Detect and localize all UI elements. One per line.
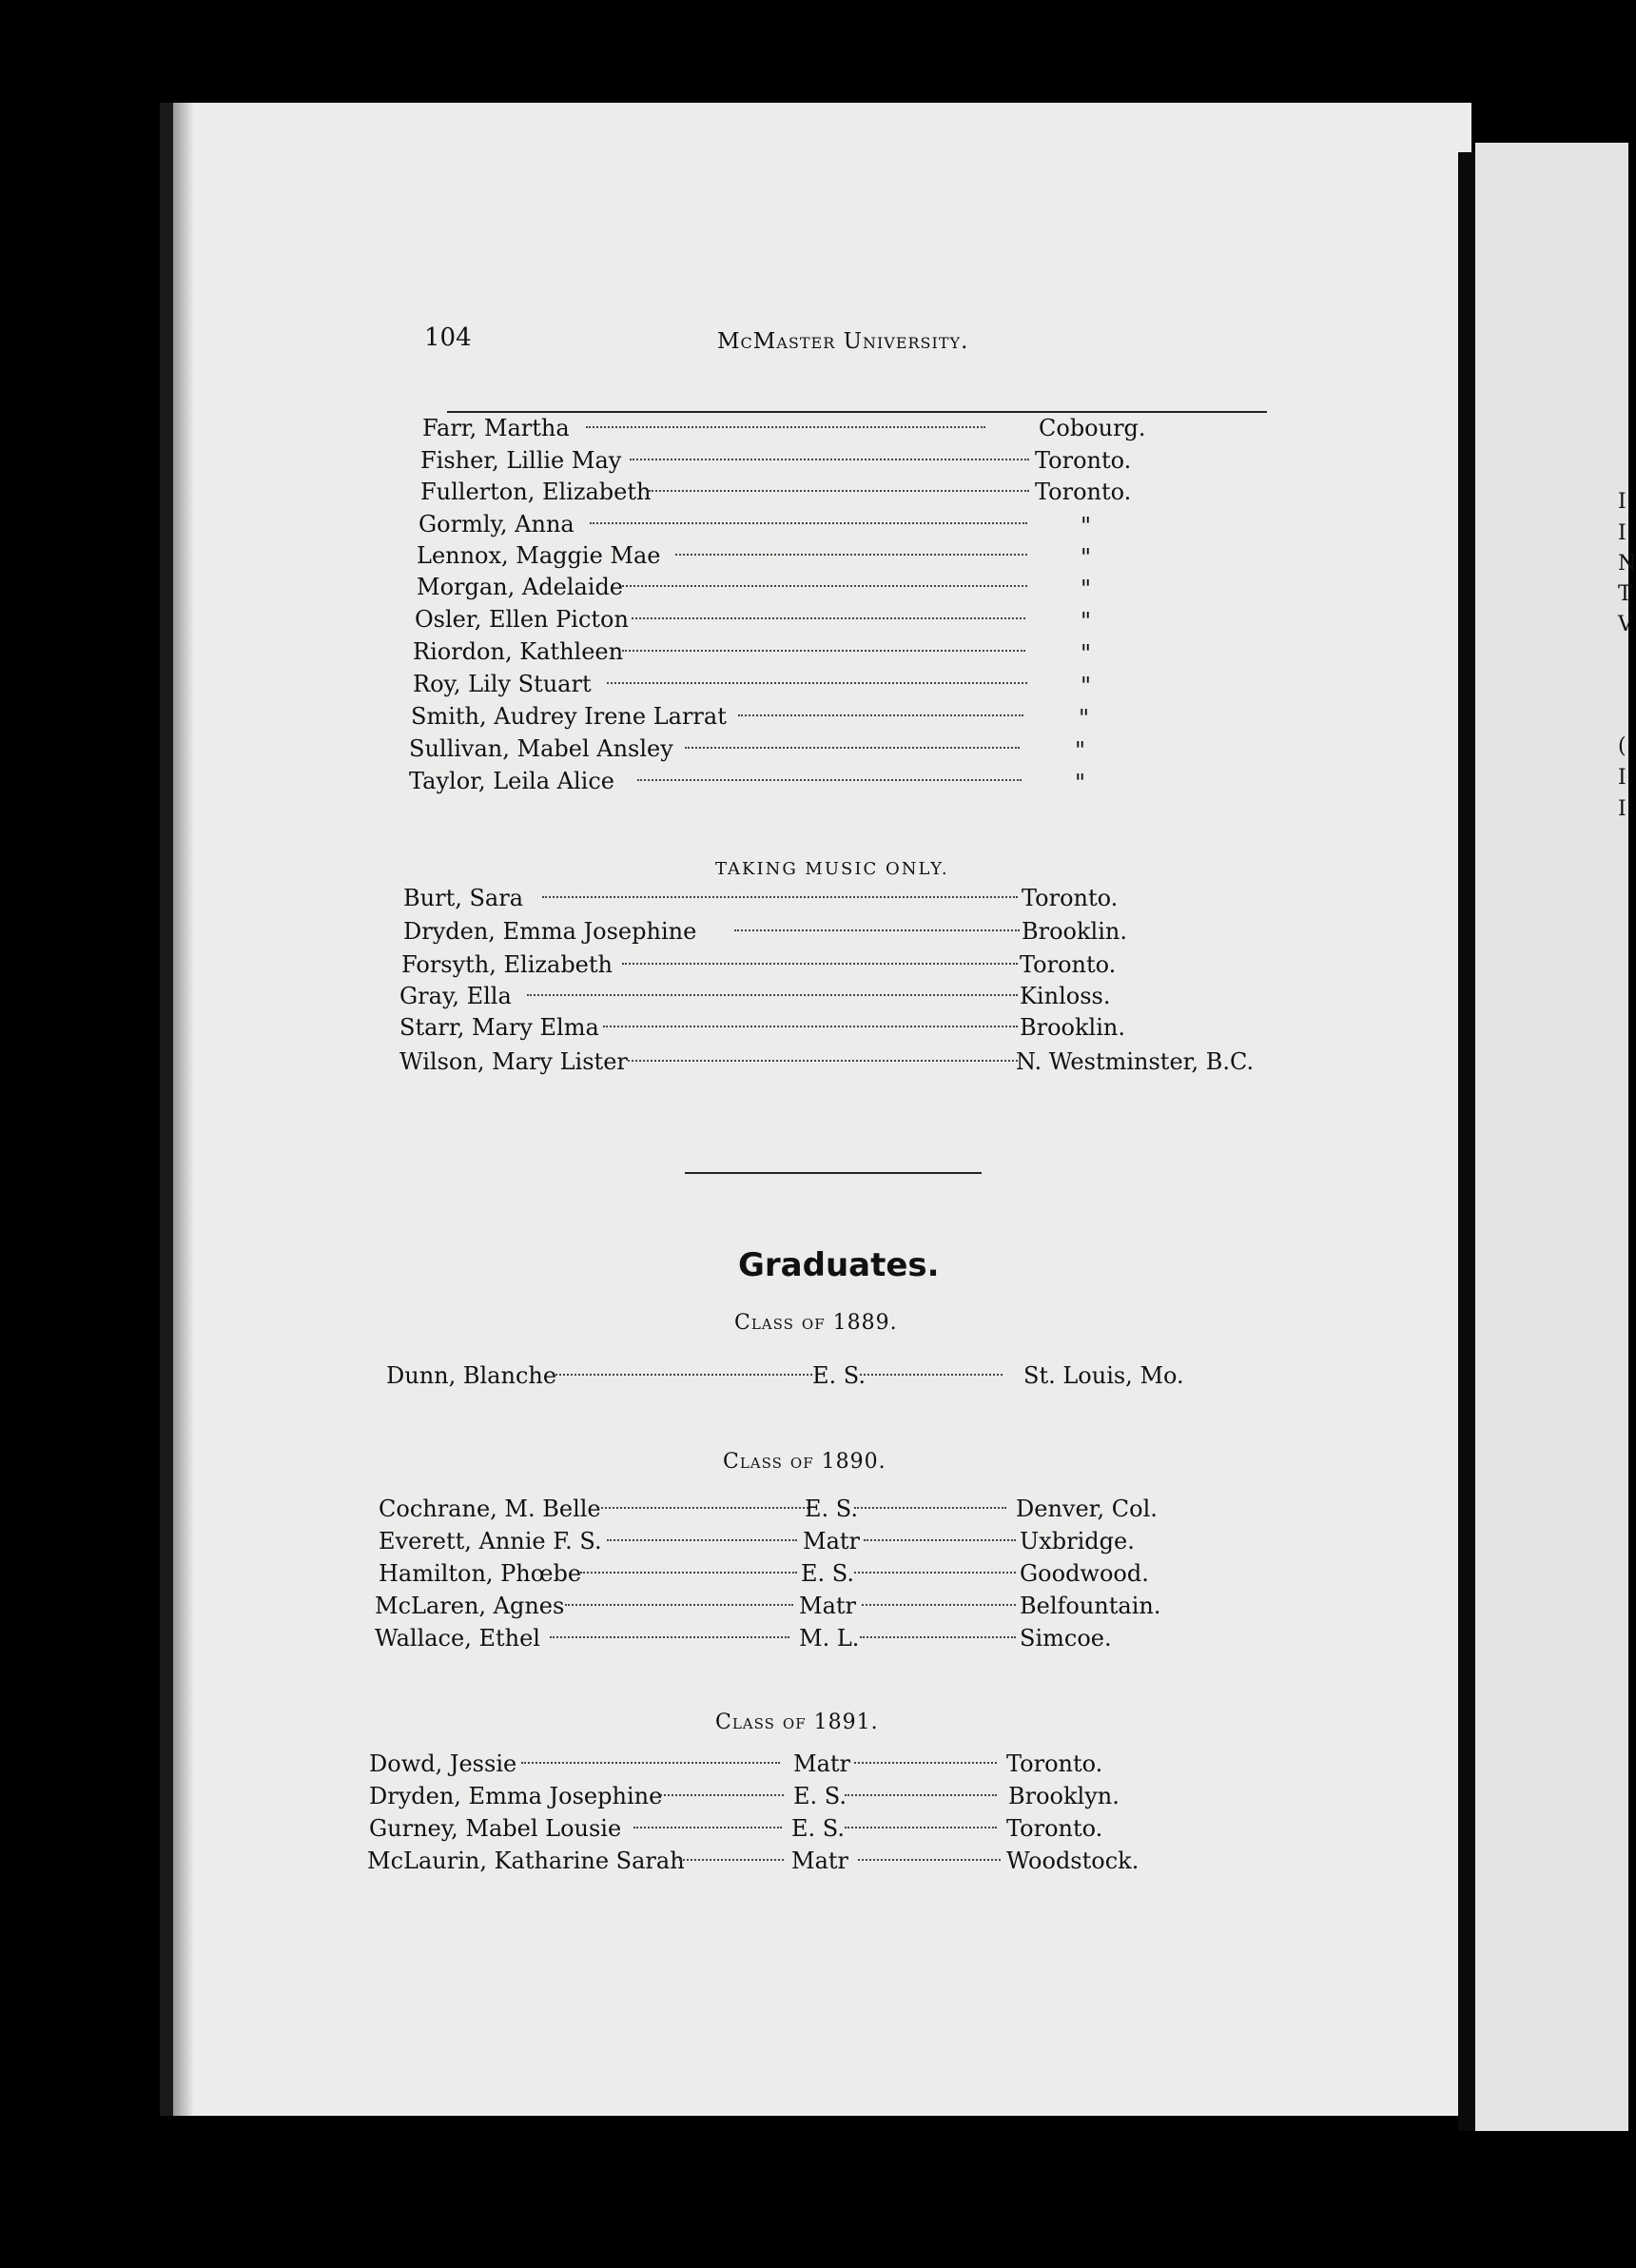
leader-dots	[555, 1374, 812, 1376]
leader-dots	[590, 522, 1027, 524]
list-item	[417, 574, 1139, 604]
ditto-mark: "	[1079, 705, 1090, 732]
list-item	[413, 671, 1136, 701]
leader-dots	[633, 1827, 782, 1828]
book-page	[160, 103, 1471, 2116]
leader-dots	[660, 1794, 784, 1796]
graduate-place: St. Louis, Mo.	[1023, 1362, 1184, 1389]
page-gutter-shadow	[173, 103, 194, 2116]
graduate-course: Matr	[799, 1593, 856, 1619]
student-name: Smith, Audrey Irene Larrat	[411, 703, 727, 730]
leader-dots	[854, 1762, 997, 1764]
music-section-heading: TAKING MUSIC ONLY.	[715, 859, 949, 879]
graduate-row	[379, 1496, 1178, 1526]
graduate-name: Gurney, Mabel Lousie	[369, 1815, 622, 1842]
list-item	[399, 1048, 1256, 1079]
leader-dots	[521, 1762, 780, 1764]
graduate-row	[367, 1848, 1185, 1878]
graduate-row	[379, 1560, 1178, 1591]
student-name: Lennox, Maggie Mae	[417, 542, 661, 569]
student-place: Toronto.	[1035, 447, 1132, 474]
student-place: Kinloss.	[1020, 983, 1111, 1009]
class-heading: Class of 1890.	[723, 1450, 886, 1474]
ditto-mark: "	[1081, 544, 1092, 571]
leader-dots	[622, 650, 1025, 652]
ditto-mark: "	[1075, 737, 1086, 764]
leader-dots	[565, 1604, 793, 1606]
graduate-place: Uxbridge.	[1020, 1528, 1135, 1554]
student-name: Forsyth, Elizabeth	[401, 951, 613, 978]
class-heading: Class of 1891.	[715, 1711, 879, 1734]
leader-dots	[622, 963, 1018, 965]
leader-dots	[637, 779, 1022, 781]
graduate-course: E. S.	[805, 1496, 858, 1522]
student-name: Wilson, Mary Lister	[399, 1048, 628, 1075]
graduate-course: Matr	[791, 1848, 848, 1874]
list-item	[417, 542, 1139, 573]
graduate-row	[369, 1750, 1168, 1781]
graduate-row	[369, 1783, 1168, 1813]
graduate-place: Toronto.	[1006, 1750, 1103, 1777]
student-place: Toronto.	[1035, 479, 1132, 505]
leader-dots	[607, 1539, 797, 1541]
graduate-place: Denver, Col.	[1016, 1496, 1158, 1522]
running-title: McMaster University.	[717, 329, 969, 354]
graduate-row	[369, 1815, 1168, 1846]
ditto-mark: "	[1081, 513, 1092, 539]
graduate-course: E. S.	[791, 1815, 845, 1842]
graduate-course: Matr	[793, 1750, 850, 1777]
graduate-place: Woodstock.	[1006, 1848, 1139, 1874]
leader-dots	[550, 1636, 789, 1638]
student-place: Toronto.	[1022, 885, 1119, 911]
leader-dots	[632, 617, 1025, 619]
leader-dots	[738, 714, 1023, 716]
list-item	[409, 768, 1132, 798]
student-name: Morgan, Adelaide	[417, 574, 624, 600]
list-item	[415, 606, 1138, 636]
list-item	[403, 885, 1145, 915]
leader-dots	[527, 994, 1018, 996]
leader-dots	[542, 896, 1018, 898]
graduate-name: Wallace, Ethel	[375, 1625, 540, 1652]
header-rule	[447, 411, 1267, 413]
book-spine	[1458, 152, 1475, 2131]
leader-dots	[685, 747, 1020, 749]
leader-dots	[603, 1026, 1018, 1027]
leader-dots	[607, 682, 1027, 684]
graduate-course: E. S.	[801, 1560, 854, 1587]
list-item	[411, 703, 1134, 733]
list-item	[409, 735, 1132, 766]
student-name: Gormly, Anna	[419, 511, 575, 538]
graduate-name: Cochrane, M. Belle	[379, 1496, 601, 1522]
class-heading: Class of 1889.	[734, 1311, 898, 1335]
graduate-row	[379, 1528, 1178, 1558]
list-item	[420, 479, 1143, 509]
leader-dots	[862, 1604, 1016, 1606]
student-name: Fisher, Lillie May	[420, 447, 622, 474]
student-name: Sullivan, Mabel Ansley	[409, 735, 673, 762]
student-name: Osler, Ellen Picton	[415, 606, 629, 633]
student-name: Roy, Lily Stuart	[413, 671, 592, 697]
graduates-heading: Graduates.	[738, 1246, 940, 1284]
graduate-name: McLaren, Agnes	[375, 1593, 565, 1619]
list-item	[422, 415, 1145, 445]
page-header	[0, 323, 1628, 362]
leader-dots	[601, 1507, 808, 1509]
list-item	[403, 918, 1145, 948]
student-name: Starr, Mary Elma	[399, 1014, 599, 1041]
list-item	[419, 511, 1141, 541]
graduate-course: Matr	[803, 1528, 860, 1554]
leader-dots	[734, 929, 1020, 931]
ditto-mark: "	[1081, 608, 1092, 635]
graduate-place: Goodwood.	[1020, 1560, 1149, 1587]
leader-dots	[854, 1572, 1016, 1574]
section-divider	[685, 1172, 982, 1174]
page-number: 104	[424, 323, 472, 352]
student-name: Taylor, Leila Alice	[409, 768, 614, 794]
leader-dots	[845, 1827, 997, 1828]
student-place: N. Westminster, B.C.	[1016, 1048, 1255, 1075]
leader-dots	[649, 490, 1029, 492]
graduate-place: Toronto.	[1006, 1815, 1103, 1842]
ditto-mark: "	[1081, 640, 1092, 667]
graduate-course: M. L.	[799, 1625, 860, 1652]
student-place: Brooklin.	[1022, 918, 1127, 945]
graduate-name: Dowd, Jessie	[369, 1750, 517, 1777]
student-name: Dryden, Emma Josephine	[403, 918, 697, 945]
leader-dots	[860, 1374, 1003, 1376]
leader-dots	[622, 585, 1027, 587]
leader-dots	[586, 426, 985, 428]
graduate-row	[375, 1625, 1174, 1655]
leader-dots	[860, 1636, 1016, 1638]
leader-dots	[858, 1859, 1001, 1861]
adjacent-page-edge: I I N T V ( I I	[1475, 143, 1628, 2131]
student-name: Fullerton, Elizabeth	[420, 479, 652, 505]
list-item	[420, 447, 1143, 478]
student-name: Farr, Martha	[422, 415, 570, 441]
list-item	[401, 951, 1143, 982]
student-name: Gray, Ella	[399, 983, 512, 1009]
graduate-place: Brooklyn.	[1008, 1783, 1120, 1809]
list-item	[413, 638, 1136, 669]
leader-dots	[628, 1060, 1018, 1062]
graduate-name: Dunn, Blanche	[386, 1362, 557, 1389]
student-place: Cobourg.	[1039, 415, 1146, 441]
leader-dots	[675, 554, 1027, 556]
student-place: Brooklin.	[1020, 1014, 1125, 1041]
leader-dots	[864, 1539, 1016, 1541]
graduate-row	[386, 1362, 1185, 1393]
graduate-name: Dryden, Emma Josephine	[369, 1783, 663, 1809]
graduate-course: E. S.	[793, 1783, 847, 1809]
graduate-name: Everett, Annie F. S.	[379, 1528, 602, 1554]
student-name: Riordon, Kathleen	[413, 638, 624, 665]
student-place: Toronto.	[1020, 951, 1117, 978]
graduate-name: Hamilton, Phœbe	[379, 1560, 582, 1587]
ditto-mark: "	[1075, 770, 1086, 796]
ditto-mark: "	[1081, 576, 1092, 602]
leader-dots	[845, 1794, 997, 1796]
student-name: Burt, Sara	[403, 885, 523, 911]
graduate-course: E. S.	[812, 1362, 866, 1389]
graduate-place: Belfountain.	[1020, 1593, 1161, 1619]
leader-dots	[580, 1572, 797, 1574]
list-item	[399, 983, 1141, 1013]
graduate-place: Simcoe.	[1020, 1625, 1112, 1652]
leader-dots	[630, 459, 1029, 460]
ditto-mark: "	[1081, 673, 1092, 699]
graduate-row	[375, 1593, 1193, 1623]
graduate-name: McLaurin, Katharine Sarah	[367, 1848, 685, 1874]
list-item	[399, 1014, 1141, 1045]
leader-dots	[679, 1859, 784, 1861]
leader-dots	[854, 1507, 1006, 1509]
